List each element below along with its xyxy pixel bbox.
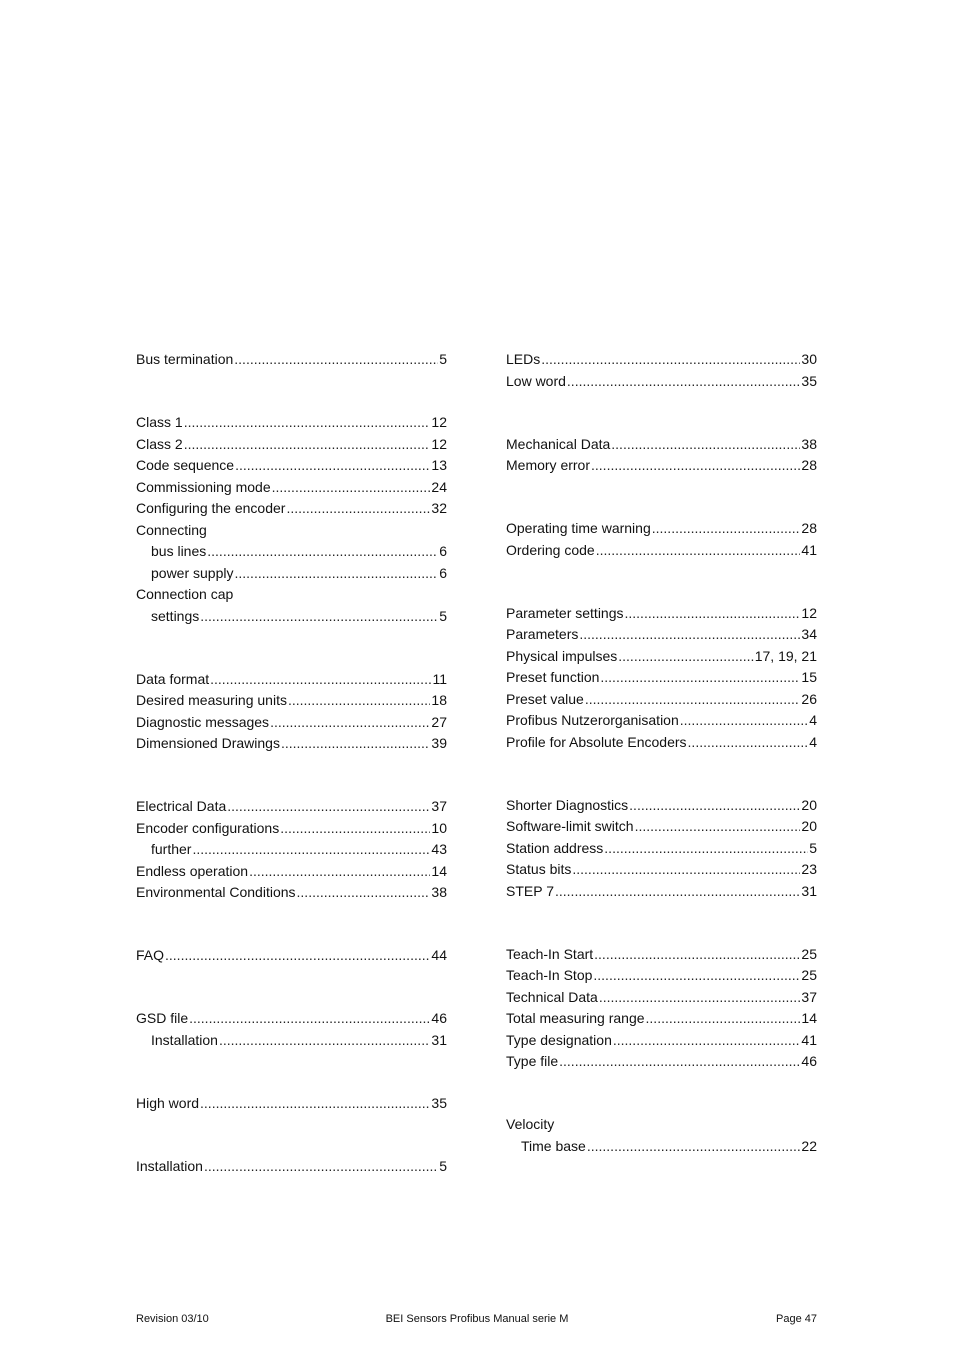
dot-leader [594, 944, 800, 966]
dot-leader [184, 434, 431, 456]
index-term: Station address [506, 839, 604, 856]
dot-leader [210, 669, 431, 691]
index-entry [136, 839, 447, 861]
footer-revision: Revision 03/10 [136, 1313, 209, 1325]
index-entry [506, 1136, 817, 1158]
index-entry [136, 563, 447, 585]
index-page-number: 10 [431, 819, 447, 836]
dot-leader [587, 1136, 801, 1158]
index-entry [136, 349, 447, 371]
index-entry [136, 541, 447, 563]
index-page-number: 14 [801, 1010, 817, 1026]
index-entry [506, 816, 817, 838]
dot-leader [613, 1030, 801, 1052]
dot-leader [189, 1008, 430, 1030]
dot-leader [646, 1008, 801, 1030]
index-page-number: 35 [431, 1094, 447, 1111]
index-term: Shorter Diagnostics [506, 796, 629, 813]
index-term: Preset value [506, 690, 584, 707]
index-entry [136, 690, 447, 712]
index-term: further [151, 841, 192, 857]
index-page-number: 26 [801, 690, 817, 707]
index-page-number: 24 [431, 478, 447, 495]
index-term: Electrical Data [136, 798, 227, 814]
dot-leader [281, 733, 430, 755]
index-entry [136, 498, 447, 520]
index-term: Dimensioned Drawings [136, 735, 280, 751]
dot-leader [235, 563, 439, 585]
index-entry [506, 732, 817, 754]
index-term: Mechanical Data [506, 435, 611, 452]
index-term: Ordering code [506, 541, 595, 558]
index-entry [136, 520, 447, 542]
footer-page-number: Page 47 [776, 1313, 817, 1325]
index-entry [136, 945, 447, 967]
index-group [506, 434, 817, 477]
index-entry [136, 477, 447, 499]
index-entry [136, 733, 447, 755]
index-term: Teach-In Start [506, 945, 594, 962]
index-term: GSD file [136, 1010, 189, 1026]
index-page-number: 5 [439, 1157, 447, 1174]
index-page-number: 37 [431, 798, 447, 814]
index-page-number: 28 [801, 457, 817, 473]
dot-leader [635, 816, 801, 838]
index-page-number: 11 [432, 670, 447, 687]
index-entry [136, 882, 447, 904]
index-entry [136, 818, 447, 840]
index-term: Code sequence [136, 457, 235, 473]
dot-leader [604, 838, 808, 860]
index-page-number: 38 [431, 884, 447, 900]
index-page-number: 4 [809, 712, 817, 728]
index-term: Technical Data [506, 988, 598, 1005]
index-page-number: 38 [801, 435, 817, 452]
index-term: settings [151, 607, 200, 624]
index-entry [136, 861, 447, 883]
index-term: Connecting [136, 521, 207, 538]
dot-leader [200, 1093, 430, 1115]
index-entry [506, 795, 817, 817]
index-term: Connection cap [136, 586, 234, 602]
dot-leader [559, 1051, 800, 1073]
index-term: Operating time warning [506, 520, 651, 536]
index-page-number: 31 [431, 1031, 447, 1048]
dot-leader [567, 371, 801, 393]
index-group [136, 1008, 447, 1051]
dot-leader [235, 455, 430, 477]
dot-leader [625, 603, 801, 625]
index-term: Status bits [506, 861, 572, 877]
index-page-number: 12 [431, 435, 447, 452]
index-page-number: 37 [801, 988, 817, 1005]
index-term: Installation [136, 1157, 203, 1174]
dot-leader [680, 710, 808, 732]
index-term: Parameter settings [506, 604, 624, 621]
index-term: power supply [151, 564, 234, 581]
index-page-number: 27 [431, 713, 447, 730]
index-group [136, 1093, 447, 1115]
index-page-number: 15 [801, 669, 817, 685]
index-entry [136, 1156, 447, 1178]
dot-leader [593, 965, 800, 987]
dot-leader [611, 434, 800, 456]
index-page-number: 5 [809, 839, 817, 856]
index-term: Configuring the encoder [136, 500, 286, 516]
dot-leader [165, 945, 430, 967]
index-term: STEP 7 [506, 882, 554, 899]
dot-leader [288, 690, 430, 712]
dot-leader [297, 882, 431, 904]
index-term: Desired measuring units [136, 692, 287, 708]
dot-leader [555, 881, 800, 903]
index-group [136, 669, 447, 755]
index-page-number: 4 [809, 733, 817, 750]
index-page-number: 20 [801, 818, 817, 834]
index-entry [136, 584, 447, 606]
index-entry [136, 669, 447, 691]
index-page-number: 6 [439, 543, 447, 559]
index-entry [506, 1030, 817, 1052]
dot-leader [629, 795, 800, 817]
index-group [506, 349, 817, 392]
index-page-number: 22 [801, 1137, 817, 1154]
index-group [136, 349, 447, 371]
dot-leader [192, 839, 430, 861]
dot-leader [227, 796, 430, 818]
index-entry [136, 1030, 447, 1052]
dot-leader [270, 712, 430, 734]
index-term: Teach-In Stop [506, 967, 593, 983]
index-term: Endless operation [136, 862, 249, 879]
index-page-number: 5 [439, 607, 447, 624]
index-term: Software-limit switch [506, 818, 634, 834]
dot-leader [572, 859, 800, 881]
index-page-number: 39 [431, 735, 447, 751]
index-page-number: 34 [801, 626, 817, 642]
dot-leader [596, 540, 801, 562]
dot-leader [541, 349, 800, 371]
index-page-number: 25 [801, 945, 817, 962]
index-entry [506, 838, 817, 860]
index-page-number: 41 [801, 1031, 817, 1048]
footer-manual-title: BEI Sensors Profibus Manual serie M [385, 1313, 569, 1325]
dot-leader [688, 732, 809, 754]
index-term: Low word [506, 372, 566, 389]
index-entry [136, 434, 447, 456]
index-page-number: 6 [439, 564, 447, 581]
index-term: Encoder configurations [136, 819, 280, 836]
dot-leader [599, 987, 801, 1009]
index-term: Class 2 [136, 435, 183, 452]
index-term: High word [136, 1094, 200, 1111]
index-page-number: 23 [801, 861, 817, 877]
index-term: Environmental Conditions [136, 884, 296, 900]
index-group [506, 518, 817, 561]
index-entry [506, 667, 817, 689]
index-page-number: 46 [431, 1010, 447, 1026]
dot-leader [280, 818, 430, 840]
index-column-right [506, 349, 817, 1157]
index-entry [506, 710, 817, 732]
index-page-number: 5 [439, 351, 447, 367]
index-entry [506, 944, 817, 966]
index-term: FAQ [136, 947, 165, 963]
index-entry [506, 603, 817, 625]
dot-leader [219, 1030, 430, 1052]
dot-leader [249, 861, 430, 883]
dot-leader [579, 624, 800, 646]
index-group [506, 1114, 817, 1157]
index-entry [136, 606, 447, 628]
index-term: Diagnostic messages [136, 713, 270, 730]
index-entry [506, 1008, 817, 1030]
index-term: Commissioning mode [136, 478, 271, 495]
index-term: Class 1 [136, 414, 183, 430]
index-term: Bus termination [136, 351, 234, 367]
index-group [136, 412, 447, 627]
index-term: Profibus Nutzerorganisation [506, 712, 679, 728]
dot-leader [585, 689, 801, 711]
index-page-number: 43 [431, 841, 447, 857]
index-term: Velocity [506, 1116, 555, 1132]
index-entry [506, 349, 817, 371]
index-entry [136, 1093, 447, 1115]
index-page-number: 41 [801, 541, 817, 558]
index-entry [506, 646, 817, 668]
index-page-number: 18 [431, 692, 447, 708]
index-page-number: 12 [801, 604, 817, 621]
index-term: LEDs [506, 351, 541, 367]
dot-leader [286, 498, 430, 520]
index-entry [506, 455, 817, 477]
index-term: Memory error [506, 457, 591, 473]
dot-leader [591, 455, 800, 477]
index-term: Type file [506, 1053, 559, 1069]
index-entry [136, 455, 447, 477]
index-term: Parameters [506, 626, 579, 642]
index-term: Installation [151, 1031, 218, 1048]
index-page-number: 46 [801, 1053, 817, 1069]
index-page-number: 32 [431, 500, 447, 516]
index-entry [506, 624, 817, 646]
index-page-number: 30 [801, 351, 817, 367]
index-entry [506, 881, 817, 903]
dot-leader [272, 477, 431, 499]
index-entry [136, 412, 447, 434]
index-entry [506, 1114, 817, 1136]
index-entry [506, 434, 817, 456]
index-entry [506, 1051, 817, 1073]
dot-leader [600, 667, 800, 689]
index-page-number: 28 [801, 520, 817, 536]
index-entry [506, 540, 817, 562]
index-group [136, 1156, 447, 1178]
dot-leader [618, 646, 753, 668]
index-page-number: 14 [431, 862, 447, 879]
index-entry [506, 965, 817, 987]
index-term: Data format [136, 670, 210, 687]
index-group [136, 796, 447, 904]
index-page-number: 44 [431, 947, 447, 963]
index-entry [136, 796, 447, 818]
index-term: Preset function [506, 669, 600, 685]
index-page-number: 35 [801, 372, 817, 389]
dot-leader [234, 349, 438, 371]
index-term: Total measuring range [506, 1010, 645, 1026]
index-term: Type designation [506, 1031, 612, 1048]
index-entry [506, 371, 817, 393]
index-term: Physical impulses [506, 647, 618, 664]
index-entry [506, 518, 817, 540]
index-page-number: 17, 19, 21 [754, 647, 817, 664]
index-page-number: 25 [801, 967, 817, 983]
dot-leader [652, 518, 801, 540]
index-group [506, 944, 817, 1073]
index-term: bus lines [151, 543, 207, 559]
index-entry [136, 712, 447, 734]
index-entry [506, 859, 817, 881]
index-page-number: 13 [431, 457, 447, 473]
index-entry [506, 987, 817, 1009]
index-entry [136, 1008, 447, 1030]
index-group [506, 795, 817, 903]
index-group [136, 945, 447, 967]
index-group [506, 603, 817, 754]
index-entry [506, 689, 817, 711]
dot-leader [184, 412, 431, 434]
dot-leader [200, 606, 438, 628]
index-page-number: 31 [801, 882, 817, 899]
dot-leader [207, 541, 438, 563]
index-term: Profile for Absolute Encoders [506, 733, 687, 750]
index-page-number: 12 [431, 414, 447, 430]
index-column-left [136, 349, 447, 1177]
index-term: Time base [521, 1137, 586, 1154]
dot-leader [204, 1156, 438, 1178]
index-page-number: 20 [801, 796, 817, 813]
